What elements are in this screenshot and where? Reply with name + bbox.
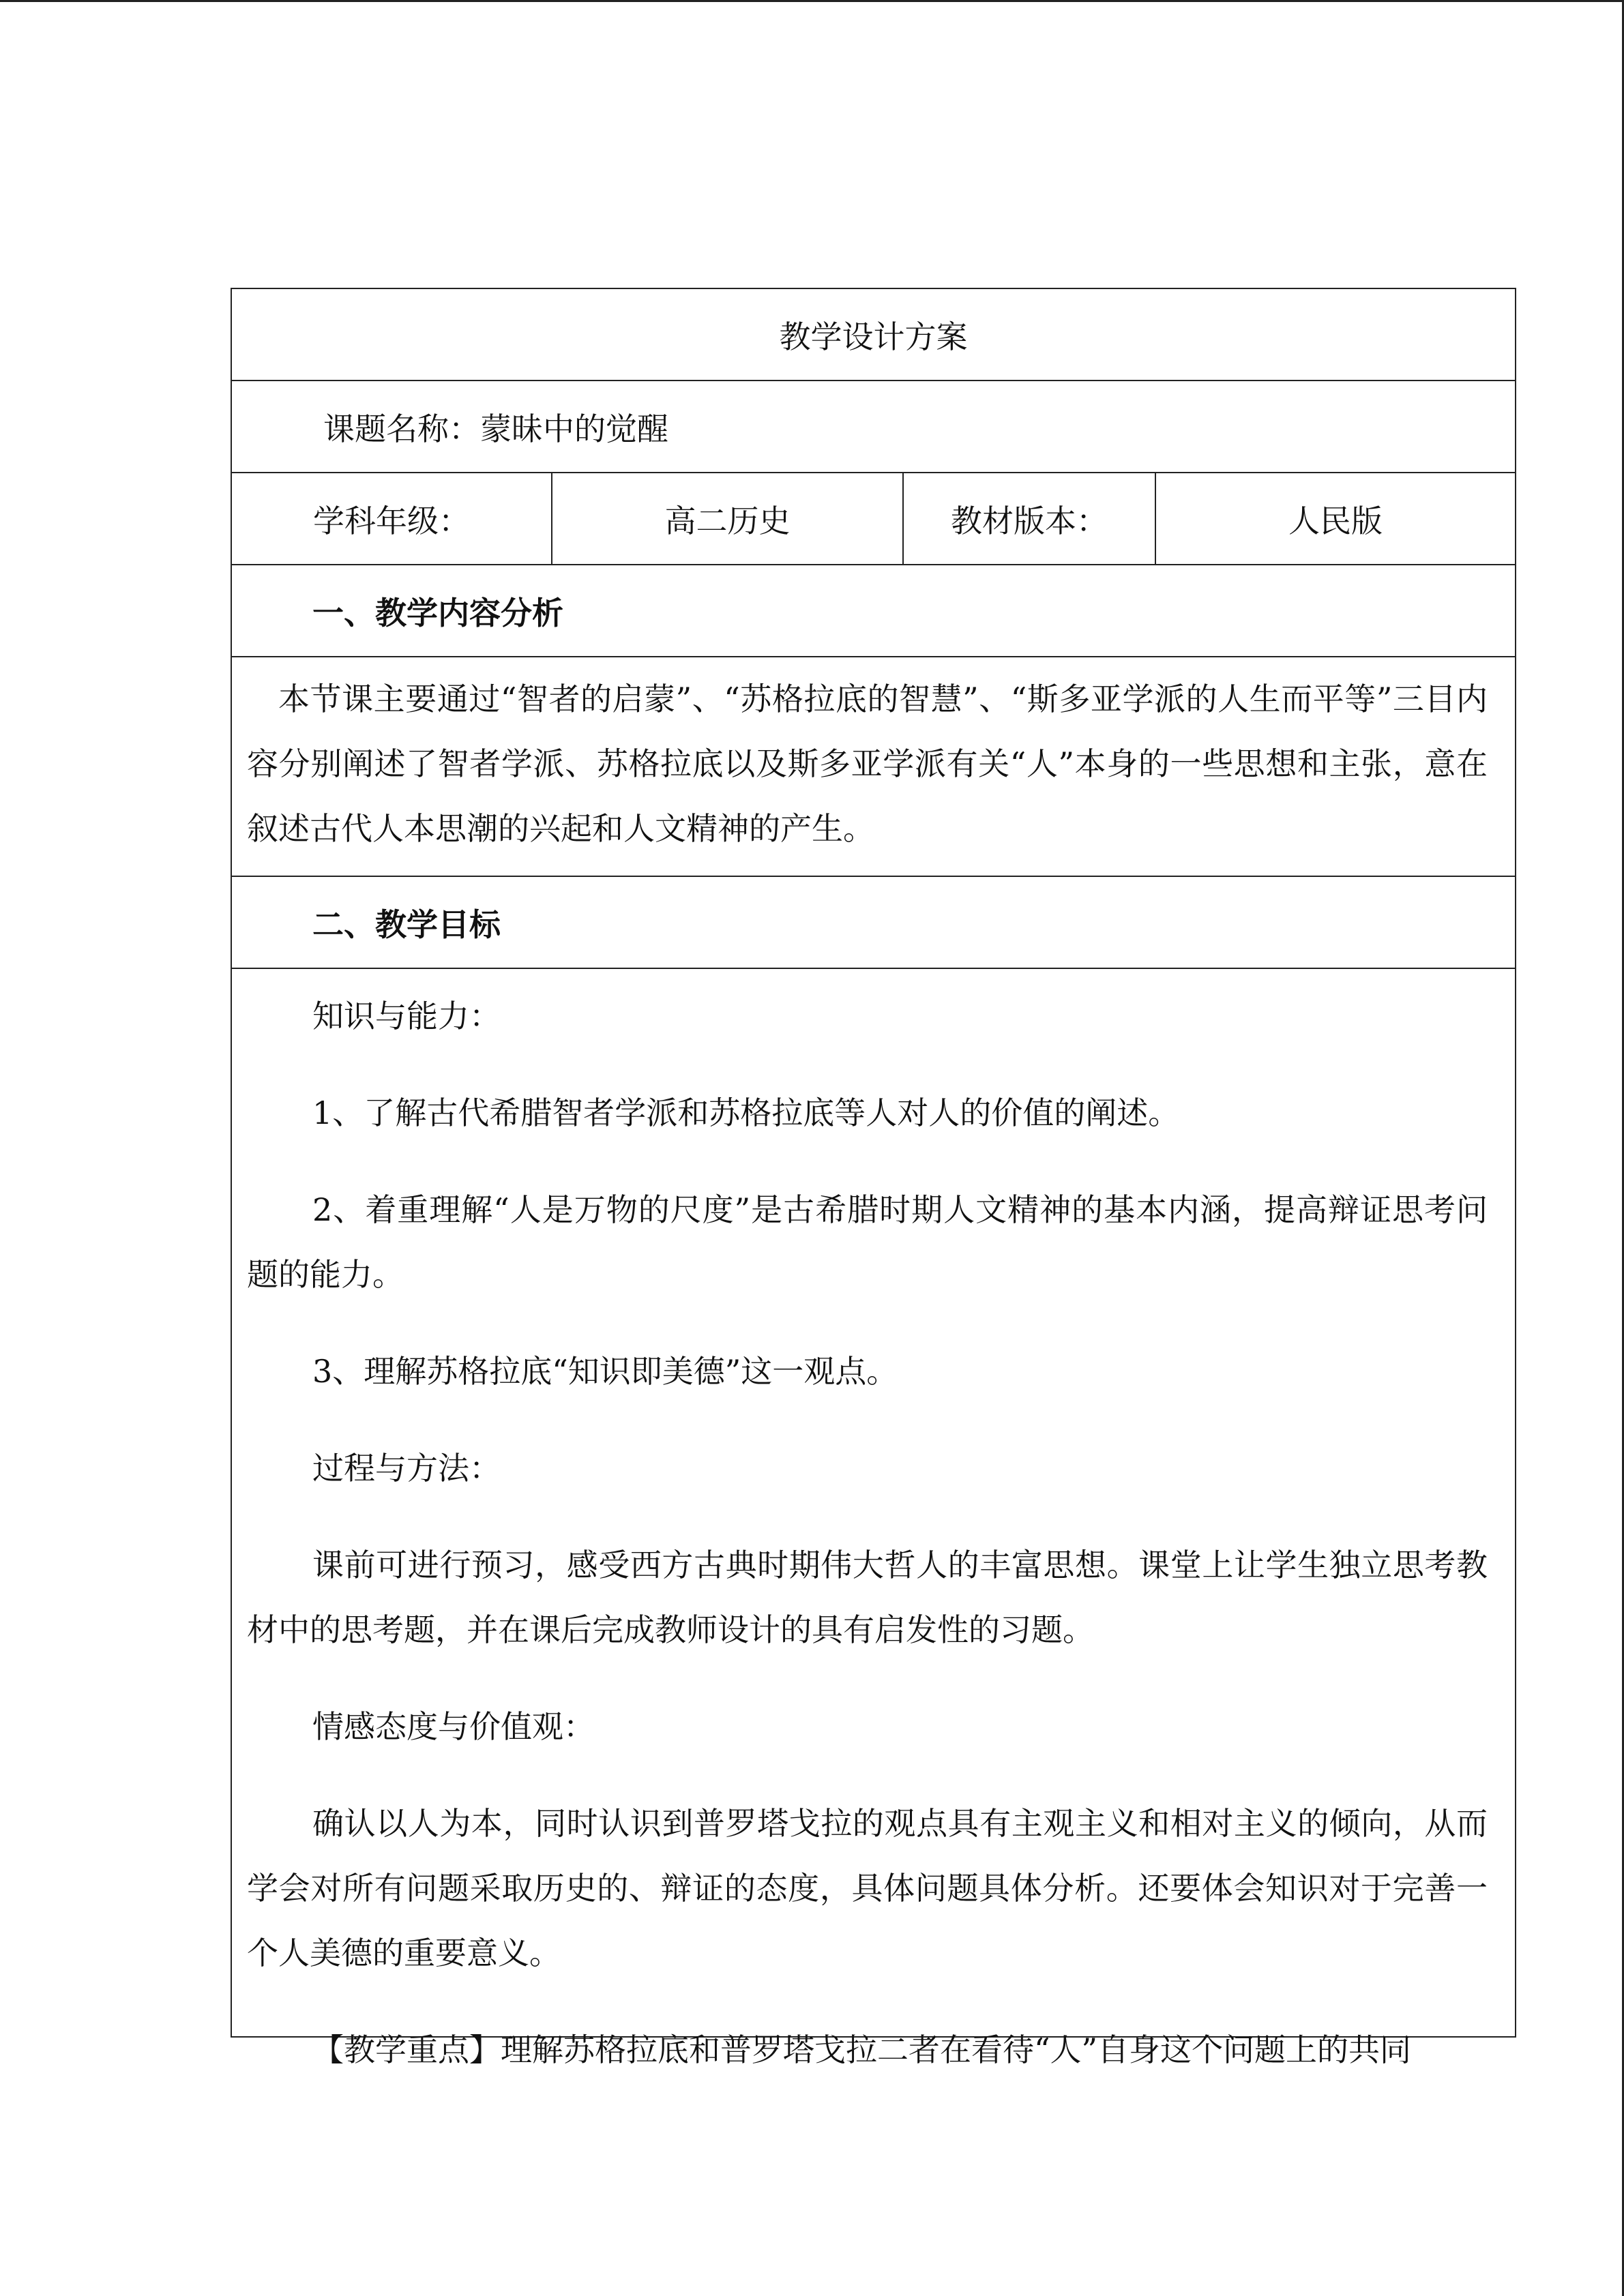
page-top-rule xyxy=(0,0,1624,2)
edition-label: 教材版本： xyxy=(904,473,1156,564)
content-analysis-text: 本节课主要通过“智者的启蒙”、“苏格拉底的智慧”、“斯多亚学派的人生而平等”三目内容分别阐述了智者学派、苏格拉底以及斯多亚学派有关“人”本身的一些思想和主张，意在叙述古代人本思潮的兴起和人文精神的产生。 xyxy=(232,657,1515,877)
edition-value: 人民版 xyxy=(1288,502,1383,539)
section2-heading: 二、教学目标 xyxy=(232,877,1515,969)
goals-item-3: 3、理解苏格拉底“知识即美德”这一观点。 xyxy=(312,1353,898,1390)
teaching-goals xyxy=(232,984,1515,2068)
goals-knowledge-label: 知识与能力： xyxy=(312,998,501,1034)
meta-row xyxy=(232,473,1515,565)
goals-item-1: 1、了解古代希腊智者学派和苏格拉底等人对人的价值的阐述。 xyxy=(312,1094,1180,1131)
subject-label: 学科年级： xyxy=(232,473,552,564)
goals-attitude-text: 确认以人为本，同时认识到普罗塔戈拉的观点具有主观主义和相对主义的倾向，从而学会对所有问题采取历史的、辩证的态度，具体问题具体分析。还要体会知识对于完善一个人美德的重要意义。 xyxy=(247,1805,1488,1971)
goals-attitude-label: 情感态度与价值观： xyxy=(312,1708,595,1745)
goals-process-text: 课前可进行预习，感受西方古典时期伟大哲人的丰富思想。课堂上让学生独立思考教材中的思考题，并在课后完成教师设计的具有启发性的习题。 xyxy=(247,1547,1488,1648)
document-title: 教学设计方案 xyxy=(232,289,1515,381)
section1-heading: 一、教学内容分析 xyxy=(232,565,1515,657)
topic-name: 课题名称：蒙昧中的觉醒 xyxy=(232,381,1515,473)
goals-item-2: 2、着重理解“人是万物的尺度”是古希腊时期人文精神的基本内涵，提高辩证思考问题的能力。 xyxy=(247,1191,1488,1293)
lesson-plan-table xyxy=(231,288,1516,2068)
subject-value: 高二历史 xyxy=(552,473,904,564)
goals-process-label: 过程与方法： xyxy=(312,1450,501,1487)
teaching-key-point: 【教学重点】理解苏格拉底和普罗塔戈拉二者在看待“人”自身这个问题上的共同 xyxy=(312,2031,1412,2068)
